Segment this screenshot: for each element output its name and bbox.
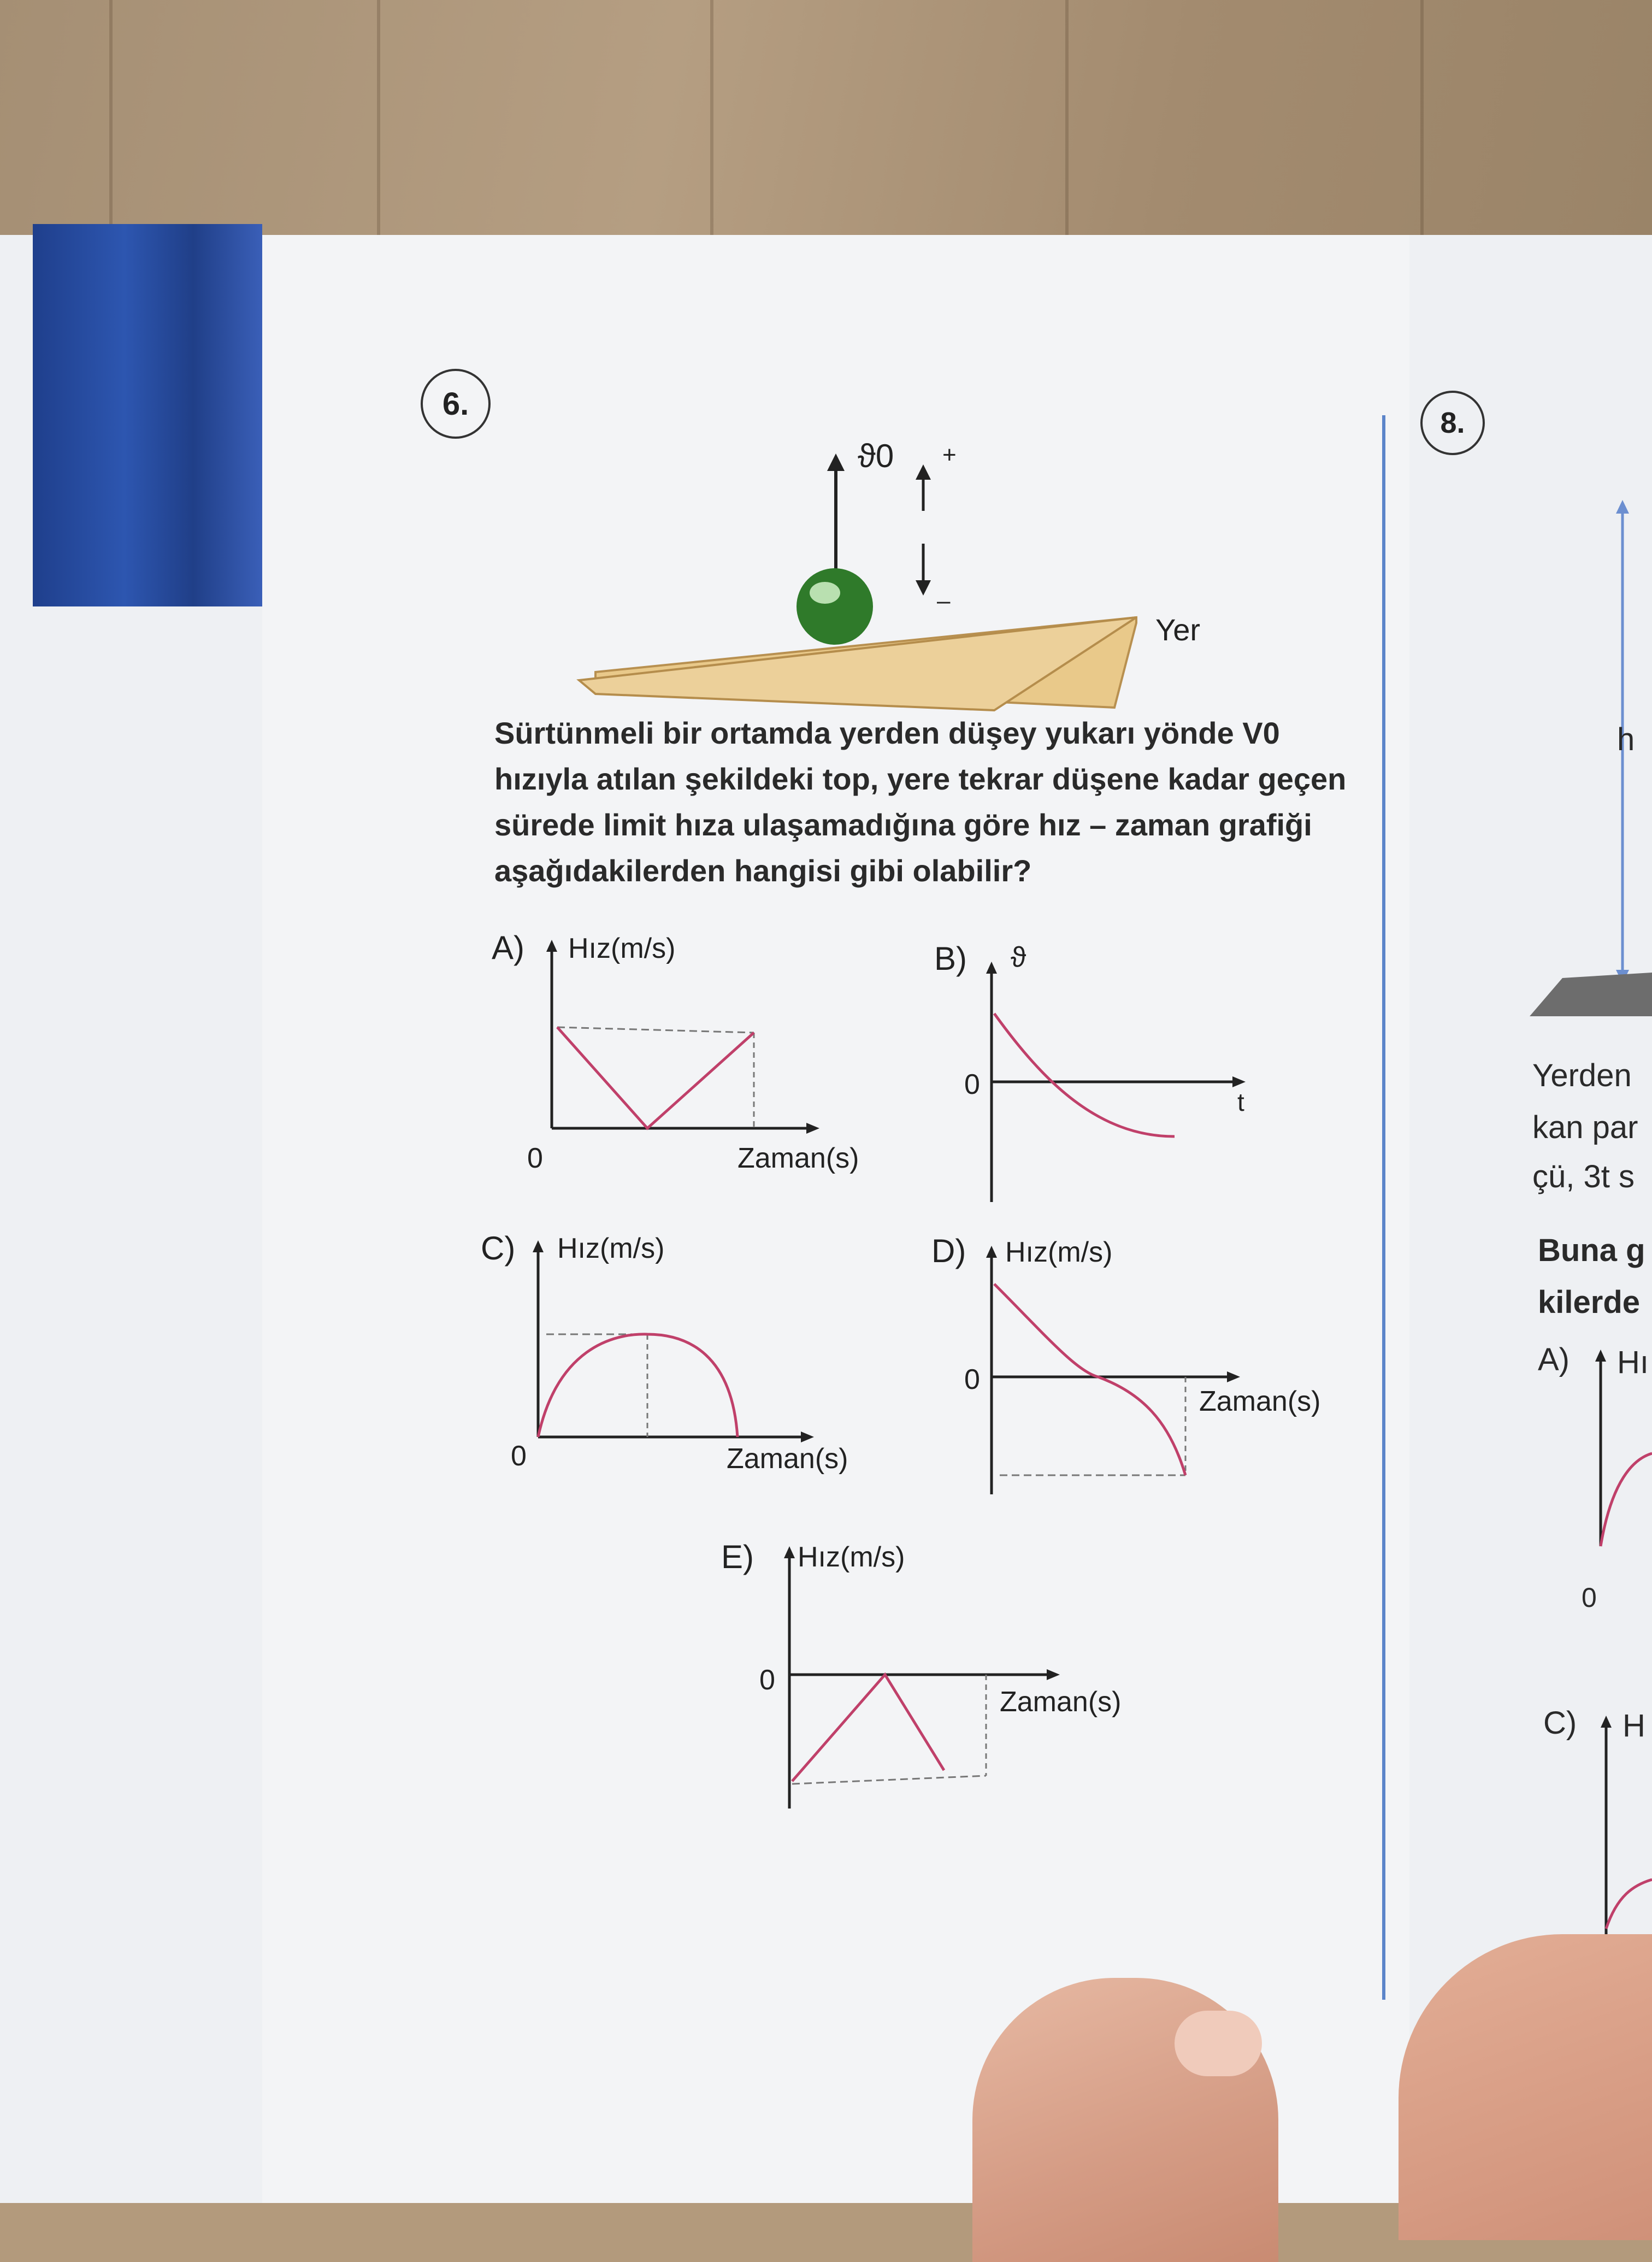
option-e-origin: 0 <box>759 1664 775 1696</box>
next-question-line-5: kilerde <box>1538 1285 1640 1320</box>
column-divider <box>1382 415 1385 2000</box>
next-option-a-origin: 0 <box>1582 1582 1597 1613</box>
option-d-y-label: Hız(m/s) <box>1005 1236 1113 1268</box>
fingernail <box>1175 2011 1262 2076</box>
question-number: 6. <box>421 369 491 439</box>
option-c-y-label: Hız(m/s) <box>557 1233 665 1264</box>
next-option-a-y-label: Hı <box>1617 1345 1649 1380</box>
next-question-figure <box>1530 492 1652 1038</box>
option-c-x-label: Zaman(s) <box>727 1443 848 1475</box>
ball <box>796 568 873 645</box>
next-question-line-3: çü, 3t s <box>1532 1159 1635 1194</box>
option-b-graph <box>978 962 1262 1213</box>
option-d-x-label: Zaman(s) <box>1199 1386 1321 1417</box>
next-option-a-graph <box>1590 1350 1652 1568</box>
option-d-origin: 0 <box>964 1364 980 1395</box>
option-c-origin: 0 <box>511 1440 527 1472</box>
option-e-letter: E) <box>721 1539 754 1575</box>
initial-velocity-label: ϑ0 <box>858 438 894 474</box>
next-question-number: 8. <box>1420 391 1485 455</box>
option-e-x-label: Zaman(s) <box>1000 1686 1122 1718</box>
book-spine-edge <box>33 224 262 606</box>
option-c-graph <box>524 1240 830 1448</box>
option-a-origin: 0 <box>527 1142 543 1174</box>
option-d-graph <box>978 1246 1262 1503</box>
option-b-letter: B) <box>934 940 967 977</box>
option-e-y-label: Hız(m/s) <box>798 1541 905 1573</box>
question-text: Sürtünmeli bir ortamda yerden düşey yukarı yönde V0 hızıyla atılan şekildeki top, yere tekrar düşene kadar geçen sürede limit hıza ulaşamadığına göre hız – zaman grafiği aşağıdakilerden hangisi gibi olabilir? <box>494 716 1347 888</box>
option-a-letter: A) <box>492 929 524 966</box>
plus-direction-label: + <box>942 441 957 468</box>
option-a-x-label: Zaman(s) <box>738 1142 859 1174</box>
next-question-line-1: Yerden <box>1532 1058 1632 1093</box>
next-option-c-graph <box>1595 1716 1652 1945</box>
next-option-c-y-label: H <box>1622 1708 1645 1743</box>
ground-label: Yer <box>1155 612 1201 647</box>
next-option-a-letter: A) <box>1538 1342 1570 1377</box>
option-e-graph <box>776 1546 1071 1814</box>
next-question-line-4: Buna g <box>1538 1233 1645 1268</box>
option-d-letter: D) <box>931 1233 966 1269</box>
option-c-letter: C) <box>481 1230 516 1267</box>
option-b-origin: 0 <box>964 1069 980 1100</box>
ball-figure <box>557 426 1240 721</box>
option-b-y-label: ϑ <box>1011 941 1026 973</box>
next-question-height-label: h <box>1617 722 1635 757</box>
option-a-graph <box>535 940 841 1169</box>
option-b-x-label: t <box>1237 1088 1244 1116</box>
option-a-y-label: Hız(m/s) <box>568 933 676 964</box>
next-question-line-2: kan par <box>1532 1110 1638 1145</box>
next-option-c-letter: C) <box>1543 1705 1577 1741</box>
minus-direction-label: – <box>937 587 951 614</box>
